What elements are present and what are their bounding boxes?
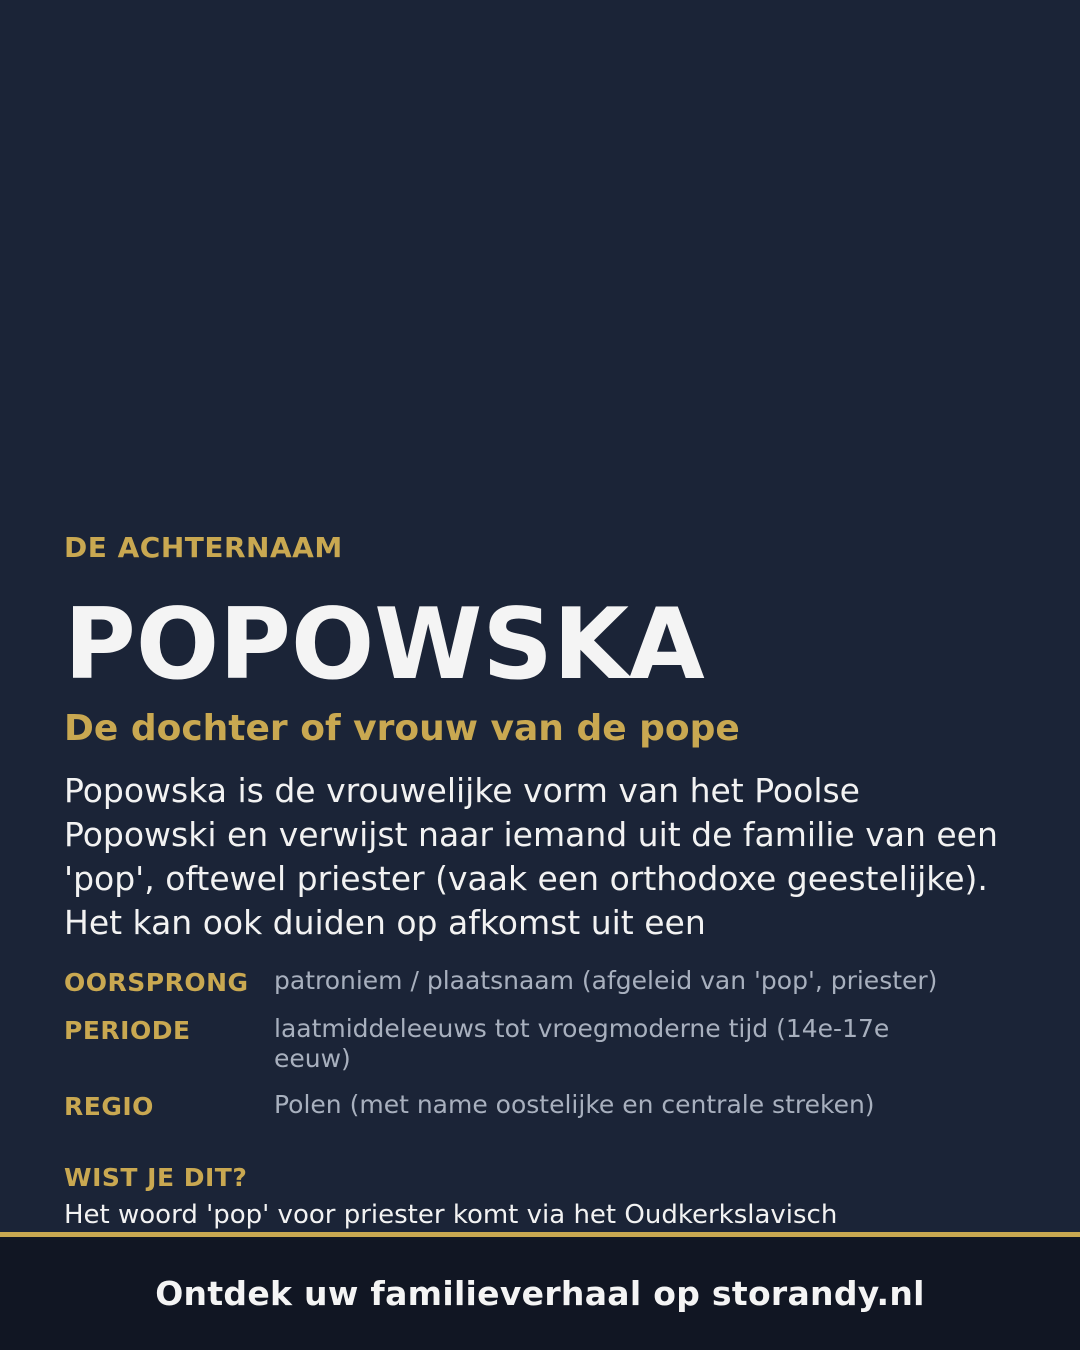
kicker-label: DE ACHTERNAAM [64, 531, 343, 564]
fact-row-origin [64, 966, 1024, 998]
fact-value: Polen (met name oostelijke en centrale streken) [274, 1090, 875, 1119]
fact-label: REGIO [64, 1092, 154, 1121]
footer-call-to-action: Ontdek uw familieverhaal op storandy.nl [155, 1273, 925, 1313]
did-you-know-label: WIST JE DIT? [64, 1163, 248, 1192]
fact-label: PERIODE [64, 1016, 191, 1045]
surname-meaning: De dochter of vrouw van de pope [64, 708, 740, 749]
fact-value: patroniem / plaatsnaam (afgeleid van 'pop', priester) [274, 966, 938, 995]
footer-banner [0, 1232, 1080, 1350]
facts-list [64, 966, 1024, 1138]
fact-row-period [64, 1014, 1024, 1074]
did-you-know-text: Het woord 'pop' voor priester komt via het Oudkerkslavisch [64, 1200, 838, 1230]
did-you-know [64, 1162, 1024, 1232]
surname-header [64, 529, 984, 751]
surname-description: Popowska is de vrouwelijke vorm van het Poolse Popowski en verwijst naar iemand uit de familie van een 'pop', oftewel priester (vaak een orthodoxe geestelijke). Het kan ook duiden op afkomst uit een [64, 771, 998, 942]
surname-title: POPOWSKA [64, 588, 705, 702]
fact-row-region [64, 1090, 1024, 1122]
fact-value: laatmiddeleeuws tot vroegmoderne tijd (14e-17e eeuw) [274, 1014, 890, 1073]
fact-label: OORSPRONG [64, 968, 249, 997]
